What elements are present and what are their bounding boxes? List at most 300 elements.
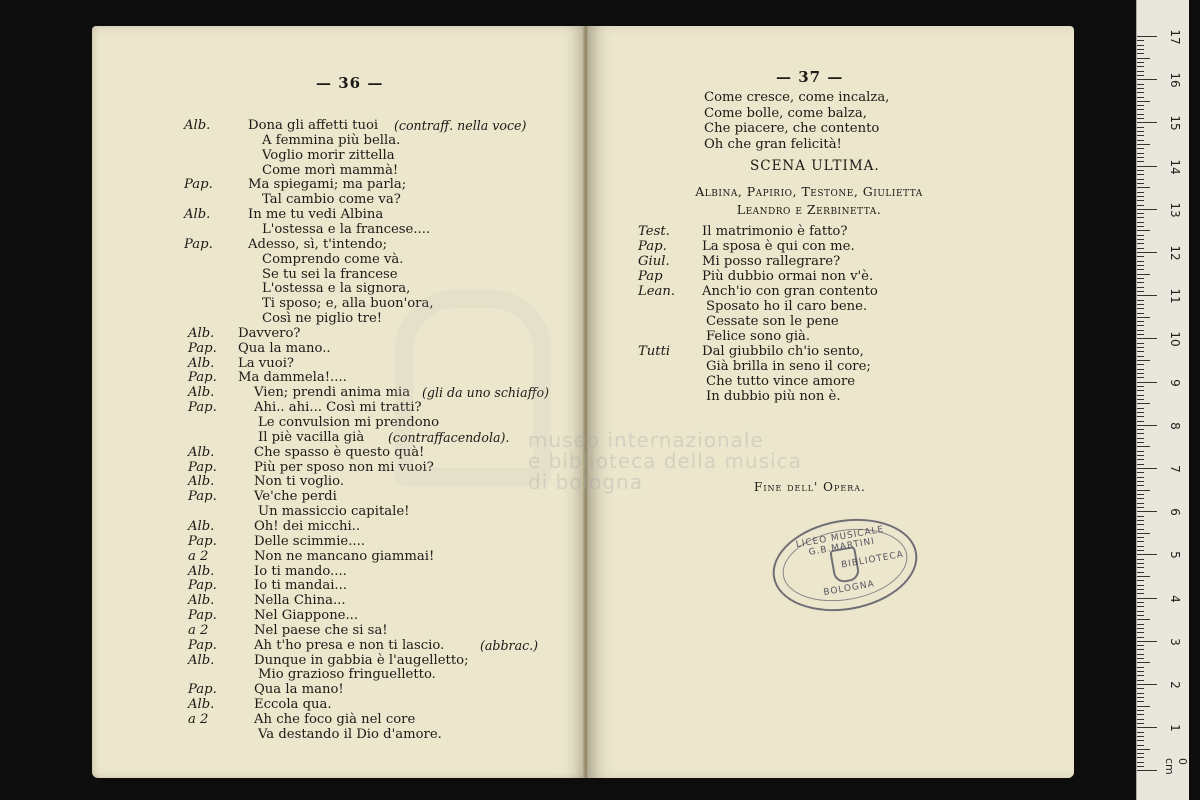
dialogue-text: Nel Giappone...: [254, 608, 359, 624]
ruler-tick: [1137, 740, 1144, 741]
script-line: [92, 727, 586, 743]
script-line: [92, 519, 586, 535]
ruler-tick: [1137, 161, 1144, 162]
ruler-tick: [1137, 606, 1144, 607]
script-line: [92, 237, 586, 253]
speaker-label: Alb.: [188, 593, 215, 609]
stage-direction: (gli da uno schiaffo): [422, 385, 549, 401]
ruler-tick: [1137, 680, 1144, 681]
ruler-tick: [1137, 226, 1144, 227]
speaker-label: Alb.: [188, 652, 215, 668]
page-number-36: — 36 —: [316, 74, 384, 92]
dialogue-text: Dona gli affetti tuoi: [248, 118, 379, 133]
ruler-tick: [1137, 317, 1150, 318]
ruler-tick: [1137, 170, 1144, 171]
opening-line: Come bolle, come balza,: [704, 105, 867, 121]
ruler-tick: [1137, 84, 1144, 85]
ruler-number: 15: [1168, 115, 1182, 132]
ruler-tick: [1137, 507, 1144, 508]
ruler-tick: [1137, 688, 1144, 689]
ruler-tick: [1137, 701, 1144, 702]
stamp-text-bottom: BOLOGNA: [822, 579, 876, 599]
script-line: [92, 712, 586, 728]
ruler-tick: [1137, 248, 1144, 249]
script-line: [588, 224, 1074, 240]
ruler-tick: [1137, 598, 1157, 599]
speaker-label: Alb.: [188, 355, 215, 371]
script-line: [92, 281, 586, 297]
ruler-tick: [1137, 118, 1144, 119]
ruler-tick: [1137, 269, 1144, 270]
ruler-tick: [1137, 395, 1144, 396]
dialogue-text: Ma dammela!....: [238, 370, 347, 386]
dialogue-text: Va destando il Dio d'amore.: [258, 726, 442, 742]
ruler-tick: [1137, 265, 1144, 266]
scene-title: SCENA ULTIMA.: [750, 158, 880, 174]
script-line: [92, 163, 586, 179]
speaker-label: Alb.: [188, 474, 215, 490]
ruler-tick: [1137, 252, 1157, 253]
speaker-label: Pap.: [188, 459, 217, 475]
dialogue-text: Come morì mammà!: [262, 162, 399, 178]
ruler-tick: [1137, 390, 1144, 391]
ruler-number: 7: [1168, 465, 1182, 473]
ruler-number: 10: [1168, 331, 1182, 348]
ruler-tick: [1137, 386, 1144, 387]
script-line: [92, 356, 586, 372]
ruler-tick: [1137, 101, 1150, 102]
script-line: [92, 370, 586, 386]
stage-direction: (contraffacendola).: [388, 429, 510, 445]
stamp-text-top: LICEO MUSICALE G.B.MARTINI: [795, 524, 886, 559]
ruler-tick: [1137, 615, 1144, 616]
ruler-tick: [1137, 131, 1144, 132]
ruler-tick: [1137, 516, 1144, 517]
ruler-number: 2: [1168, 681, 1182, 689]
ruler-number: 12: [1168, 245, 1182, 261]
ruler-tick: [1137, 619, 1150, 620]
ruler-tick: [1137, 442, 1144, 443]
dialogue-text: Il piè vacilla già: [258, 429, 365, 445]
ruler-tick: [1137, 485, 1144, 486]
ruler-tick: [1137, 416, 1144, 417]
speaker-label: Pap.: [188, 370, 217, 386]
ruler-tick: [1137, 360, 1150, 361]
script-line: [92, 623, 586, 639]
ruler-tick: [1137, 222, 1144, 223]
speaker-label: Alb.: [188, 444, 215, 460]
ruler-tick: [1137, 753, 1144, 754]
right-page: [588, 26, 1074, 778]
dialogue-text: Ah t'ho presa e non ti lascio.: [254, 637, 445, 653]
script-line: [92, 549, 586, 565]
script-line: [92, 697, 586, 713]
dialogue-text: Ahi.. ahi... Così mi tratti?: [254, 400, 422, 416]
ruler-tick: [1137, 455, 1144, 456]
dialogue-text: Davvero?: [238, 325, 301, 341]
ruler-tick: [1137, 403, 1150, 404]
speaker-label: Pap: [638, 269, 663, 284]
dialogue-text: Già brilla in seno il core;: [706, 359, 871, 374]
speaker-label: a 2: [188, 622, 209, 638]
speaker-label: Pap.: [188, 533, 217, 549]
watermark-line-3: di bologna: [528, 470, 643, 494]
ruler-tick: [1137, 79, 1157, 80]
ruler-number: 13: [1168, 202, 1182, 218]
stamp-text-middle: BIBLIOTECA: [840, 549, 905, 571]
script-line: [92, 653, 586, 669]
script-line: [588, 239, 1074, 255]
ruler-tick: [1137, 766, 1144, 767]
ruler-tick: [1137, 187, 1150, 188]
speaker-label: Pap.: [188, 682, 217, 698]
dialogue-text: Più per sposo non mi vuoi?: [254, 459, 434, 475]
ruler-tick: [1137, 334, 1144, 335]
ruler-tick: [1137, 183, 1144, 184]
ruler-tick: [1137, 732, 1144, 733]
ruler-tick: [1137, 75, 1144, 76]
ruler-tick: [1137, 88, 1144, 89]
script-line: [92, 252, 586, 268]
script-line: [92, 192, 586, 208]
ruler-tick: [1137, 589, 1144, 590]
ruler-tick: [1137, 714, 1144, 715]
ruler-tick: [1137, 468, 1157, 469]
dialogue-text: Io ti mandai...: [254, 578, 348, 594]
script-line: [92, 267, 586, 283]
ruler-tick: [1137, 243, 1144, 244]
ruler-tick: [1137, 602, 1144, 603]
ruler-number: 9: [1168, 378, 1182, 387]
script-line: [92, 608, 586, 624]
ruler-tick: [1137, 66, 1144, 67]
ruler-tick: [1137, 425, 1157, 426]
ruler-tick: [1137, 624, 1144, 625]
dialogue-text: Nella China...: [254, 593, 346, 609]
ruler-tick: [1137, 675, 1144, 676]
dialogue-text: Se tu sei la francese: [262, 266, 398, 282]
ruler-tick: [1137, 559, 1144, 560]
ruler-tick: [1137, 490, 1150, 491]
ruler-tick: [1137, 330, 1144, 331]
ruler-tick: [1137, 369, 1144, 370]
ruler-tick: [1137, 209, 1157, 210]
ruler-tick: [1137, 153, 1144, 154]
dialogue-text: Non ne mancano giammai!: [254, 548, 435, 564]
ruler-tick: [1137, 520, 1144, 521]
ruler-tick: [1137, 97, 1144, 98]
ruler-tick: [1137, 36, 1157, 37]
speaker-label: Pap.: [188, 578, 217, 594]
dialogue-text: Che spasso è questo quà!: [254, 444, 425, 460]
dialogue-text: Nel paese che si sa!: [254, 622, 388, 638]
ruler-tick: [1137, 723, 1144, 724]
speaker-label: Alb.: [184, 118, 211, 133]
ruler-tick: [1137, 192, 1144, 193]
ruler-tick: [1137, 706, 1150, 707]
speaker-label: Lean.: [638, 284, 676, 299]
ruler-number: 17: [1168, 29, 1182, 45]
ruler-number: 1: [1168, 724, 1182, 732]
ruler-tick: [1137, 338, 1157, 339]
ruler-number: 6: [1168, 508, 1182, 516]
script-line: [588, 314, 1074, 330]
ruler-tick: [1137, 278, 1144, 279]
dialogue-text: La sposa è qui con me.: [702, 239, 855, 254]
dialogue-text: Le convulsion mi prendono: [258, 415, 440, 430]
script-line: [92, 667, 586, 683]
script-line: [92, 578, 586, 594]
ruler-tick: [1137, 157, 1144, 158]
ruler-tick: [1137, 533, 1150, 534]
script-line: [92, 415, 586, 431]
dialogue-text: In dubbio più non è.: [706, 389, 841, 404]
ruler-tick: [1137, 649, 1144, 650]
dialogue-text: La vuoi?: [238, 355, 294, 371]
ruler-tick: [1137, 399, 1144, 400]
ruler-tick: [1137, 213, 1144, 214]
ruler-tick: [1137, 377, 1144, 378]
ruler-tick: [1137, 114, 1144, 115]
dialogue-text: Oh! dei micchi..: [254, 518, 361, 534]
ruler-tick: [1137, 727, 1157, 728]
ruler-number: 5: [1168, 551, 1182, 560]
script-line: [92, 489, 586, 505]
dialogue-text: Vien; prendi anima mia: [254, 385, 411, 401]
ruler-tick: [1137, 304, 1144, 305]
ruler-tick: [1137, 408, 1144, 409]
script-line: [92, 460, 586, 476]
opening-line: Oh che gran felicità!: [704, 136, 842, 152]
ruler-tick: [1137, 524, 1144, 525]
ruler-tick: [1137, 127, 1144, 128]
script-line: [92, 133, 586, 149]
ruler-tick: [1137, 770, 1157, 771]
dialogue-text: Sposato ho il caro bene.: [706, 299, 868, 314]
ruler-tick: [1137, 144, 1150, 145]
ruler-number: 16: [1168, 72, 1182, 88]
ruler-tick: [1137, 179, 1144, 180]
ruler-tick: [1137, 196, 1144, 197]
ruler-tick: [1137, 464, 1144, 465]
script-line: [92, 593, 586, 609]
dialogue-text: Tal cambio come va?: [262, 192, 401, 208]
ruler-tick: [1137, 433, 1144, 434]
ruler-tick: [1137, 550, 1144, 551]
ruler-tick: [1137, 261, 1144, 262]
ruler-tick: [1137, 421, 1144, 422]
ruler-tick: [1137, 282, 1144, 283]
speaker-label: Pap.: [188, 489, 217, 505]
dialogue-text: Dunque in gabbia è l'augelletto;: [254, 652, 469, 668]
ruler-tick: [1137, 477, 1144, 478]
ruler-tick: [1137, 58, 1150, 59]
ruler-tick: [1137, 343, 1144, 344]
script-line: [588, 374, 1074, 390]
dialogue-text: In me tu vedi Albina: [248, 207, 384, 223]
ruler-tick: [1137, 481, 1144, 482]
ruler-tick: [1137, 632, 1144, 633]
dialogue-text: Così ne piglio tre!: [262, 311, 383, 326]
ruler-tick: [1137, 105, 1144, 106]
ruler-tick: [1137, 762, 1144, 763]
speaker-label: Test.: [638, 224, 670, 239]
script-line: [92, 311, 586, 327]
ruler-tick: [1137, 585, 1144, 586]
ruler-tick: [1137, 347, 1144, 348]
script-line: [92, 222, 586, 238]
dialogue-text: Ah che foco già nel core: [254, 712, 416, 727]
watermark-line-2: e biblioteca della musica: [528, 449, 802, 473]
ruler-tick: [1137, 637, 1144, 638]
ruler-tick: [1137, 628, 1144, 629]
ruler-tick: [1137, 295, 1157, 296]
ruler-tick: [1137, 53, 1144, 54]
script-line: [92, 207, 586, 223]
ruler-tick: [1137, 287, 1144, 288]
script-line: [92, 385, 586, 401]
speaker-label: Alb.: [188, 563, 215, 579]
ruler-tick: [1137, 546, 1144, 547]
stage-direction: (abbrac.): [480, 637, 539, 653]
ruler-tick: [1137, 71, 1144, 72]
speaker-label: Pap.: [188, 608, 217, 624]
ruler-tick: [1137, 205, 1144, 206]
ruler-tick: [1137, 451, 1144, 452]
ruler-tick: [1137, 446, 1150, 447]
ruler-tick: [1137, 274, 1150, 275]
ruler-tick: [1137, 256, 1144, 257]
ruler-tick: [1137, 382, 1157, 383]
script-line: [92, 296, 586, 312]
speaker-label: Alb.: [184, 207, 211, 223]
ruler-tick: [1137, 356, 1144, 357]
script-line: [92, 534, 586, 550]
script-line: [92, 341, 586, 357]
ruler-tick: [1137, 373, 1144, 374]
ruler-tick: [1137, 572, 1144, 573]
ruler-tick: [1137, 567, 1144, 568]
measuring-ruler: [1136, 0, 1189, 800]
watermark-line-1: museo internazionale: [528, 428, 764, 452]
ruler-tick: [1137, 235, 1144, 236]
script-line: [92, 638, 586, 654]
ruler-tick: [1137, 351, 1144, 352]
ruler-tick: [1137, 239, 1144, 240]
ruler-tick: [1137, 529, 1144, 530]
ruler-tick: [1137, 429, 1144, 430]
ruler-tick: [1137, 736, 1144, 737]
script-line: [92, 564, 586, 580]
ruler-tick: [1137, 364, 1144, 365]
dialogue-text: Più dubbio ormai non v'è.: [702, 269, 874, 284]
ruler-tick: [1137, 109, 1144, 110]
ruler-tick: [1137, 321, 1144, 322]
speaker-label: Alb.: [188, 518, 215, 534]
script-line: [92, 430, 586, 446]
dialogue-text: Mio grazioso fringuelletto.: [258, 667, 436, 683]
ruler-tick: [1137, 593, 1144, 594]
speaker-label: a 2: [188, 712, 209, 727]
ruler-tick: [1137, 325, 1144, 326]
ruler-tick: [1137, 667, 1144, 668]
ruler-number: 3: [1168, 637, 1182, 646]
dialogue-text: Voglio morir zittella: [262, 147, 395, 163]
ruler-tick: [1137, 654, 1144, 655]
ruler-tick: [1137, 494, 1144, 495]
left-page: [92, 26, 586, 778]
ruler-tick: [1137, 710, 1144, 711]
ruler-tick: [1137, 537, 1144, 538]
ruler-tick: [1137, 757, 1144, 758]
ruler-tick: [1137, 511, 1157, 512]
dialogue-text: Mi posso rallegrare?: [702, 254, 841, 269]
script-line: [92, 118, 586, 134]
speaker-label: Alb.: [188, 697, 215, 713]
ruler-tick: [1137, 658, 1144, 659]
page-number-37: — 37 —: [776, 68, 844, 86]
dialogue-text: Io ti mando....: [254, 563, 347, 579]
ruler-tick: [1137, 230, 1150, 231]
script-line: [92, 682, 586, 698]
dialogue-text: Qua la mano..: [238, 340, 331, 356]
speaker-label: Pap.: [188, 400, 217, 416]
dialogue-text: Dal giubbilo ch'io sento,: [702, 344, 864, 359]
script-line: [92, 445, 586, 461]
ruler-tick: [1137, 200, 1144, 201]
ruler-tick: [1137, 291, 1144, 292]
ruler-tick: [1137, 641, 1157, 642]
ruler-tick: [1137, 697, 1144, 698]
dialogue-text: Ma spiegami; ma parla;: [248, 177, 407, 193]
ruler-tick: [1137, 671, 1144, 672]
ruler-tick: [1137, 745, 1144, 746]
ruler-tick: [1137, 438, 1144, 439]
ruler-tick: [1137, 472, 1144, 473]
speaker-label: Alb.: [188, 385, 215, 401]
speaker-label: Alb.: [188, 325, 215, 341]
dialogue-text: Eccola qua.: [254, 697, 332, 713]
ruler-tick: [1137, 49, 1144, 50]
script-line: [92, 504, 586, 520]
ruler-tick: [1137, 459, 1144, 460]
ruler-number: 14: [1168, 158, 1182, 175]
stage-direction: (contraff. nella voce): [394, 118, 527, 133]
ruler-tick: [1137, 645, 1144, 646]
ruler-tick: [1137, 611, 1144, 612]
ruler-tick: [1137, 45, 1144, 46]
ruler-tick: [1137, 174, 1144, 175]
ruler-tick: [1137, 576, 1150, 577]
dialogue-text: Adesso, sì, t'intendo;: [248, 236, 388, 252]
ruler-tick: [1137, 693, 1144, 694]
opening-line: Come cresce, come incalza,: [704, 90, 890, 105]
speaker-label: Pap.: [184, 177, 213, 193]
ruler-number: 11: [1168, 288, 1182, 304]
ruler-tick: [1137, 140, 1144, 141]
ruler-tick: [1137, 563, 1144, 564]
ruler-tick: [1137, 135, 1144, 136]
ruler-tick: [1137, 62, 1144, 63]
ruler-tick: [1137, 300, 1144, 301]
ruler-tick: [1137, 541, 1144, 542]
ruler-number: 8: [1168, 421, 1182, 430]
end-of-opera: Fine dell' Opera.: [754, 480, 866, 494]
ruler-unit: 0 cm: [1163, 758, 1189, 775]
ruler-tick: [1137, 412, 1144, 413]
dialogue-text: Felice sono già.: [706, 329, 811, 344]
script-line: [588, 359, 1074, 375]
